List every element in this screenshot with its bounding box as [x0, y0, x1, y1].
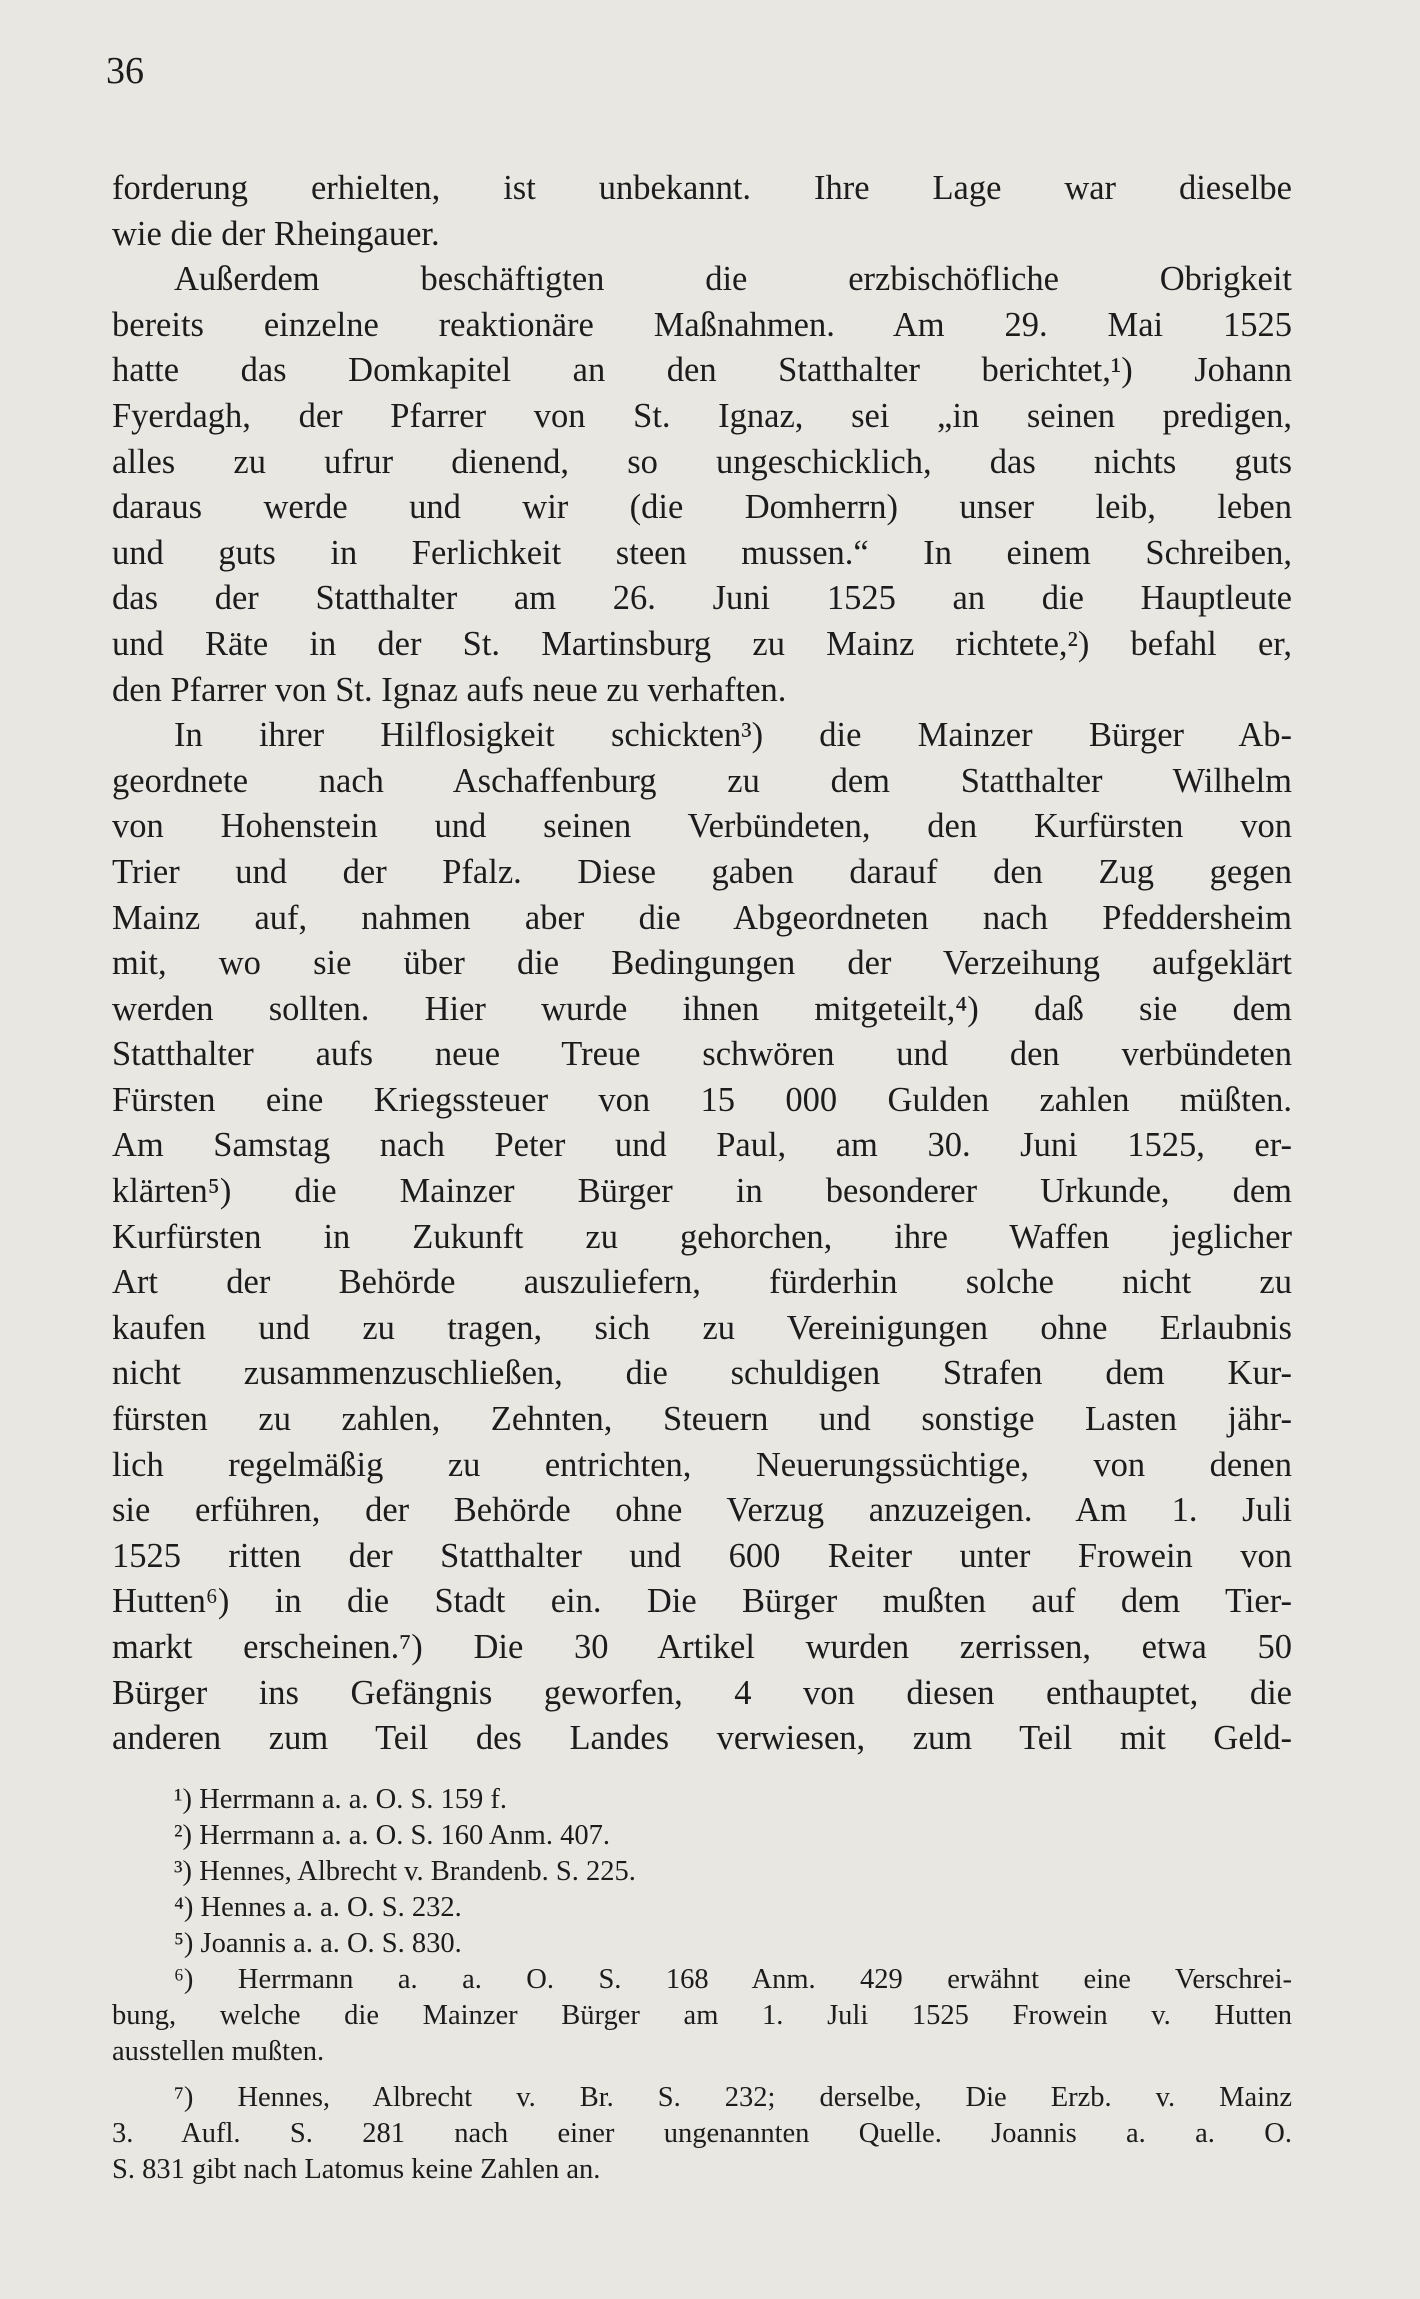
footnote-line: ³) Hennes, Albrecht v. Brandenb. S. 225.	[174, 1856, 636, 1887]
footnote-line: ²) Herrmann a. a. O. S. 160 Anm. 407.	[174, 1820, 610, 1851]
text-line: fürsten zu zahlen, Zehnten, Steuern und sonstige Lasten jähr-	[112, 1400, 1292, 1439]
text-line: alles zu ufrur dienend, so ungeschicklich, das nichts guts	[112, 442, 1292, 481]
text-line: den Pfarrer von St. Ignaz aufs neue zu verhaften.	[112, 670, 787, 709]
text-line: werden sollten. Hier wurde ihnen mitgeteilt,⁴) daß sie dem	[112, 989, 1292, 1028]
main-text	[112, 166, 1292, 1762]
text-line: lich regelmäßig zu entrichten, Neuerungssüchtige, von denen	[112, 1445, 1292, 1484]
footnote-line: ⁵) Joannis a. a. O. S. 830.	[174, 1928, 462, 1959]
text-line: das der Statthalter am 26. Juni 1525 an die Hauptleute	[112, 579, 1292, 618]
footnote-line: ⁶) Herrmann a. a. O. S. 168 Anm. 429 erwähnt eine Verschrei-	[174, 1964, 1292, 1995]
text-line: von Hohenstein und seinen Verbündeten, den Kurfürsten von	[112, 807, 1292, 846]
footnote-line: S. 831 gibt nach Latomus keine Zahlen an.	[112, 2154, 601, 2185]
text-line: Trier und der Pfalz. Diese gaben darauf den Zug gegen	[112, 852, 1292, 891]
footnote-line: ⁴) Hennes a. a. O. S. 232.	[174, 1892, 462, 1923]
text-line: Art der Behörde auszuliefern, fürderhin solche nicht zu	[112, 1263, 1292, 1302]
text-line: klärten⁵) die Mainzer Bürger in besonderer Urkunde, dem	[112, 1172, 1292, 1211]
text-line: Am Samstag nach Peter und Paul, am 30. Juni 1525, er-	[112, 1126, 1292, 1165]
text-line: nicht zusammenzuschließen, die schuldigen Strafen dem Kur-	[112, 1354, 1292, 1393]
text-line: hatte das Domkapitel an den Statthalter berichtet,¹) Johann	[112, 351, 1292, 390]
text-line: Bürger ins Gefängnis geworfen, 4 von diesen enthauptet, die	[112, 1673, 1292, 1712]
footnote-line: ¹) Herrmann a. a. O. S. 159 f.	[174, 1784, 508, 1815]
text-line: Hutten⁶) in die Stadt ein. Die Bürger mußten auf dem Tier-	[112, 1582, 1292, 1621]
text-line: bereits einzelne reaktionäre Maßnahmen. Am 29. Mai 1525	[112, 305, 1292, 344]
text-line: Fürsten eine Kriegssteuer von 15 000 Gulden zahlen müßten.	[112, 1080, 1292, 1119]
text-line: mit, wo sie über die Bedingungen der Verzeihung aufgeklärt	[112, 944, 1292, 983]
text-line: Fyerdagh, der Pfarrer von St. Ignaz, sei „in seinen predigen,	[112, 396, 1292, 435]
page-number: 36	[106, 50, 144, 92]
text-line: Statthalter aufs neue Treue schwören und den verbündeten	[112, 1035, 1292, 1074]
text-line: sie erführen, der Behörde ohne Verzug anzuzeigen. Am 1. Juli	[112, 1491, 1292, 1530]
text-line: 1525 ritten der Statthalter und 600 Reiter unter Frowein von	[112, 1536, 1292, 1575]
text-line: und Räte in der St. Martinsburg zu Mainz richtete,²) befahl er,	[112, 624, 1292, 663]
text-line: Mainz auf, nahmen aber die Abgeordneten nach Pfeddersheim	[112, 898, 1292, 937]
text-line: Kurfürsten in Zukunft zu gehorchen, ihre Waffen jeglicher	[112, 1217, 1292, 1256]
footnotes	[112, 1782, 1292, 2188]
text-line: daraus werde und wir (die Domherrn) unser leib, leben	[112, 488, 1292, 527]
footnote-gap	[112, 2070, 1292, 2080]
footnote-line: 3. Aufl. S. 281 nach einer ungenannten Quelle. Joannis a. a. O.	[112, 2118, 1292, 2149]
footnote-line: bung, welche die Mainzer Bürger am 1. Juli 1525 Frowein v. Hutten	[112, 2000, 1292, 2031]
text-line: In ihrer Hilflosigkeit schickten³) die Mainzer Bürger Ab-	[174, 716, 1292, 755]
footnote-line: ausstellen mußten.	[112, 2036, 325, 2067]
text-line: und guts in Ferlichkeit steen mussen.“ In einem Schreiben,	[112, 533, 1292, 572]
footnote-line: ⁷) Hennes, Albrecht v. Br. S. 232; derselbe, Die Erzb. v. Mainz	[174, 2082, 1292, 2113]
text-line: markt erscheinen.⁷) Die 30 Artikel wurden zerrissen, etwa 50	[112, 1628, 1292, 1666]
text-line: kaufen und zu tragen, sich zu Vereinigungen ohne Erlaubnis	[112, 1308, 1292, 1347]
text-line: forderung erhielten, ist unbekannt. Ihre Lage war dieselbe	[112, 169, 1292, 207]
text-line: Außerdem beschäftigten die erzbischöfliche Obrigkeit	[174, 260, 1292, 299]
text-line: anderen zum Teil des Landes verwiesen, zum Teil mit Geld-	[112, 1719, 1292, 1758]
text-line: wie die der Rheingauer.	[112, 214, 440, 253]
text-line: geordnete nach Aschaffenburg zu dem Statthalter Wilhelm	[112, 761, 1292, 800]
